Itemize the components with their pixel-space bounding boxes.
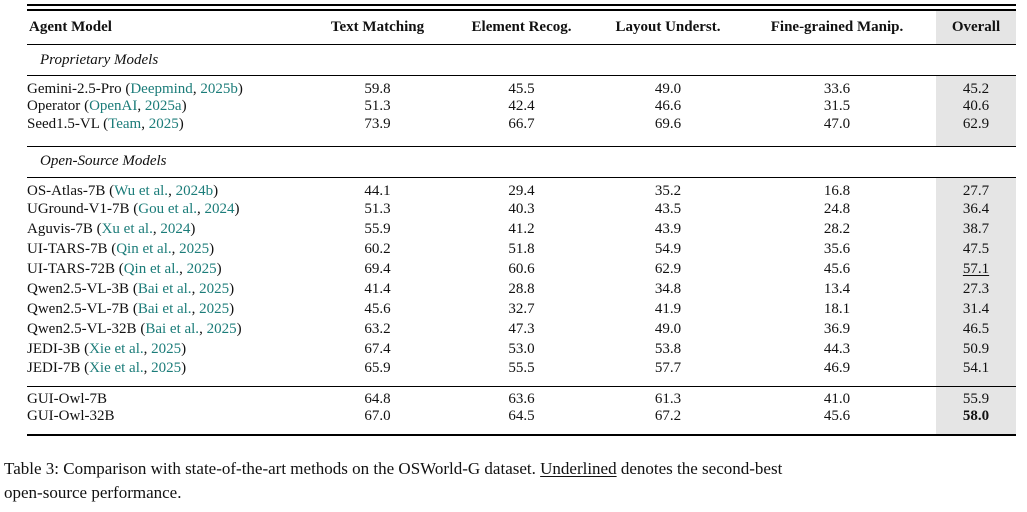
score-value: 41.2 xyxy=(508,221,535,237)
score-cell xyxy=(738,220,936,240)
score-value: 44.3 xyxy=(823,341,851,357)
score-value: 55.5 xyxy=(508,359,535,376)
score-value: 51.8 xyxy=(508,241,535,257)
score-value: 33.6 xyxy=(823,81,851,97)
score-cell xyxy=(598,320,738,340)
overall-score-cell xyxy=(936,200,1016,220)
overall-score-cell xyxy=(936,280,1016,300)
score-value: 38.7 xyxy=(962,221,990,237)
score-value: 36.4 xyxy=(962,201,990,217)
score-cell xyxy=(310,300,445,320)
score-value: 41.0 xyxy=(823,390,851,407)
section-label: Proprietary Models xyxy=(40,51,159,68)
model-name-cell: UI-TARS-72B (Qin et al., 2025) xyxy=(27,261,222,277)
score-value: 67.0 xyxy=(364,407,391,424)
score-value: 66.7 xyxy=(508,115,535,132)
score-value: 13.4 xyxy=(823,281,851,297)
score-value: 40.6 xyxy=(962,98,990,115)
overall-score-cell xyxy=(936,340,1016,360)
header-row xyxy=(27,10,1016,45)
score-cell xyxy=(738,360,936,387)
column-header-agent-model: Agent Model xyxy=(29,19,112,35)
score-value: 45.6 xyxy=(364,301,391,317)
score-value: 45.5 xyxy=(508,81,535,97)
table-row xyxy=(27,300,1016,320)
model-name-cell: Qwen2.5-VL-7B (Bai et al., 2025) xyxy=(27,301,235,317)
score-cell xyxy=(738,177,936,200)
score-value: 57.1 xyxy=(962,261,990,277)
table-row xyxy=(27,76,1016,99)
score-cell xyxy=(598,116,738,147)
score-value: 32.7 xyxy=(508,301,535,317)
score-value: 46.6 xyxy=(654,98,682,115)
model-name-cell: Qwen2.5-VL-32B (Bai et al., 2025) xyxy=(27,321,242,337)
column-header-overall: Overall xyxy=(936,10,1016,45)
score-cell xyxy=(598,220,738,240)
table-row xyxy=(27,340,1016,360)
score-cell xyxy=(310,76,445,99)
score-cell xyxy=(598,280,738,300)
citation-year-link[interactable]: 2024b xyxy=(175,182,214,199)
citation-year-link[interactable]: 2025 xyxy=(148,115,179,132)
score-cell xyxy=(598,386,738,408)
score-value: 73.9 xyxy=(364,115,391,132)
score-value: 40.3 xyxy=(508,201,535,217)
score-value: 57.7 xyxy=(654,359,682,376)
score-value: 31.5 xyxy=(823,98,851,115)
score-cell xyxy=(738,116,936,147)
overall-score-cell xyxy=(936,408,1016,435)
model-name-cell xyxy=(27,386,310,408)
citation-year-link[interactable]: 2025b xyxy=(200,81,238,97)
score-cell xyxy=(598,408,738,435)
overall-score-cell xyxy=(936,320,1016,340)
score-cell xyxy=(445,386,598,408)
score-value: 61.3 xyxy=(654,390,682,407)
score-cell xyxy=(445,98,598,116)
caption-text: Table 3: Comparison with state-of-the-art methods on the OSWorld-G dataset. xyxy=(4,459,541,478)
score-value: 41.4 xyxy=(364,281,391,297)
caption-text: denotes the second-best xyxy=(616,459,783,478)
score-cell xyxy=(445,240,598,260)
table-row xyxy=(27,240,1016,260)
table-row xyxy=(27,260,1016,280)
score-value: 53.0 xyxy=(508,341,535,357)
score-value: 58.0 xyxy=(962,407,990,424)
score-cell xyxy=(598,340,738,360)
citation-author-link[interactable]: Gou et al. xyxy=(138,201,197,217)
score-value: 45.6 xyxy=(823,407,851,424)
score-value: 29.4 xyxy=(508,182,535,199)
score-cell xyxy=(598,260,738,280)
model-name: UI-TARS-7B xyxy=(27,241,108,257)
score-value: 64.8 xyxy=(364,390,391,407)
score-value: 41.9 xyxy=(654,301,682,317)
model-name: JEDI-3B xyxy=(27,341,81,357)
score-value: 28.2 xyxy=(823,221,851,237)
overall-score-cell xyxy=(936,240,1016,260)
score-value: 60.2 xyxy=(364,241,391,257)
score-cell xyxy=(738,260,936,280)
score-value: 65.9 xyxy=(364,359,391,376)
score-value: 67.2 xyxy=(654,407,682,424)
score-cell xyxy=(598,76,738,99)
score-cell xyxy=(445,320,598,340)
table-row xyxy=(27,177,1016,200)
overall-score-cell xyxy=(936,386,1016,408)
column-header-fine-grained-manip: Fine-grained Manip. xyxy=(770,19,904,35)
citation-year-link[interactable]: 2025 xyxy=(151,359,182,376)
score-value: 46.9 xyxy=(823,359,851,376)
score-value: 31.4 xyxy=(962,301,990,317)
table-row xyxy=(27,280,1016,300)
score-cell xyxy=(738,98,936,116)
score-cell xyxy=(445,340,598,360)
table-top-rule xyxy=(27,4,1016,6)
citation-author-link[interactable]: OpenAI xyxy=(89,98,138,115)
score-cell xyxy=(445,76,598,99)
citation-year-link[interactable]: 2024 xyxy=(204,201,235,217)
score-cell xyxy=(310,200,445,220)
table-row xyxy=(27,220,1016,240)
score-value: 27.7 xyxy=(962,182,990,199)
citation-author-link[interactable]: Wu et al. xyxy=(114,182,169,199)
score-cell xyxy=(310,360,445,387)
score-value: 67.4 xyxy=(364,341,391,357)
overall-score-cell xyxy=(936,260,1016,280)
score-value: 34.8 xyxy=(654,281,682,297)
score-cell xyxy=(738,300,936,320)
score-cell xyxy=(310,240,445,260)
score-value: 69.4 xyxy=(364,261,391,277)
score-cell xyxy=(738,200,936,220)
score-cell xyxy=(598,240,738,260)
score-cell xyxy=(310,260,445,280)
score-cell xyxy=(445,360,598,387)
model-name-cell: Qwen2.5-VL-3B (Bai et al., 2025) xyxy=(27,281,235,297)
model-name-cell: Aguvis-7B (Xu et al., 2024) xyxy=(27,221,196,237)
citation-author-link[interactable]: Xu et al. xyxy=(101,221,153,237)
score-value: 63.6 xyxy=(508,390,535,407)
table-row xyxy=(27,98,1016,116)
score-value: 54.9 xyxy=(654,241,682,257)
citation-year-link[interactable]: 2025a xyxy=(144,98,182,115)
overall-score-cell xyxy=(936,220,1016,240)
model-name: Seed1.5-VL xyxy=(27,115,100,132)
citation-author-link[interactable]: Bai et al. xyxy=(137,301,192,317)
score-value: 62.9 xyxy=(654,261,682,277)
score-cell xyxy=(738,340,936,360)
overall-score-cell xyxy=(936,116,1016,147)
score-value: 35.2 xyxy=(654,182,682,199)
model-name-cell: UGround-V1-7B (Gou et al., 2024) xyxy=(27,201,240,217)
score-value: 35.6 xyxy=(823,241,851,257)
score-value: 62.9 xyxy=(962,115,990,132)
score-cell xyxy=(310,408,445,435)
score-cell xyxy=(738,320,936,340)
score-cell xyxy=(598,360,738,387)
section-header-row xyxy=(27,146,1016,177)
model-name-cell: Gemini-2.5-Pro (Deepmind, 2025b) xyxy=(27,81,243,97)
results-table-body xyxy=(27,45,1016,435)
score-value: 47.3 xyxy=(508,321,535,337)
score-cell xyxy=(445,200,598,220)
column-header-element-recog: Element Recog. xyxy=(471,19,572,35)
citation-year-link[interactable]: 2025 xyxy=(206,321,237,337)
column-header-layout-underst: Layout Underst. xyxy=(615,19,721,35)
score-cell xyxy=(738,240,936,260)
model-name: Qwen2.5-VL-32B xyxy=(27,321,137,337)
model-name-cell: Operator (OpenAI, 2025a) xyxy=(27,98,187,115)
score-cell xyxy=(310,116,445,147)
score-value: 45.2 xyxy=(962,81,990,97)
score-value: 27.3 xyxy=(962,281,990,297)
score-cell xyxy=(738,280,936,300)
score-value: 42.4 xyxy=(508,98,535,115)
score-cell xyxy=(310,220,445,240)
results-table xyxy=(27,9,1016,436)
overall-score-cell xyxy=(936,177,1016,200)
score-value: 18.1 xyxy=(823,301,851,317)
section-row-spacer xyxy=(936,45,1016,76)
score-cell xyxy=(445,177,598,200)
citation-year-link[interactable]: 2025 xyxy=(179,241,210,257)
score-value: 46.5 xyxy=(962,321,990,337)
overall-score-cell xyxy=(936,300,1016,320)
model-name-cell: OS-Atlas-7B (Wu et al., 2024b) xyxy=(27,182,219,199)
score-cell xyxy=(310,386,445,408)
score-value: 60.6 xyxy=(508,261,535,277)
citation-year-link[interactable]: 2025 xyxy=(186,261,217,277)
caption-text: open-source performance. xyxy=(4,483,182,502)
citation-year-link[interactable]: 2025 xyxy=(199,301,230,317)
score-value: 43.9 xyxy=(654,221,682,237)
table-row xyxy=(27,386,1016,408)
score-value: 49.0 xyxy=(654,81,682,97)
score-value: 64.5 xyxy=(508,407,535,424)
score-cell xyxy=(310,98,445,116)
model-name: OS-Atlas-7B xyxy=(27,182,106,199)
score-cell xyxy=(445,220,598,240)
score-value: 43.5 xyxy=(654,201,682,217)
score-value: 50.9 xyxy=(962,341,990,357)
model-name: GUI-Owl-7B xyxy=(27,390,107,407)
score-value: 53.8 xyxy=(654,341,682,357)
score-cell xyxy=(310,177,445,200)
score-value: 49.0 xyxy=(654,321,682,337)
overall-score-cell xyxy=(936,98,1016,116)
score-cell xyxy=(445,280,598,300)
citation-year-link[interactable]: 2025 xyxy=(199,281,230,297)
score-cell xyxy=(598,177,738,200)
score-cell xyxy=(738,76,936,99)
table-row xyxy=(27,360,1016,387)
citation-author-link[interactable]: Team xyxy=(108,115,142,132)
score-cell xyxy=(445,260,598,280)
model-name-cell: Seed1.5-VL (Team, 2025) xyxy=(27,115,184,132)
results-table-header xyxy=(27,10,1016,45)
citation-author-link[interactable]: Deepmind xyxy=(130,81,193,97)
model-name-cell xyxy=(27,408,310,435)
model-name: Qwen2.5-VL-7B xyxy=(27,301,130,317)
model-name: UI-TARS-72B xyxy=(27,261,115,277)
score-value: 44.1 xyxy=(364,182,391,199)
section-header-row xyxy=(27,45,1016,76)
score-value: 16.8 xyxy=(823,182,851,199)
score-cell xyxy=(738,408,936,435)
model-name: GUI-Owl-32B xyxy=(27,407,115,424)
score-cell xyxy=(310,340,445,360)
citation-author-link[interactable]: Bai et al. xyxy=(137,281,192,297)
model-name: Aguvis-7B xyxy=(27,221,93,237)
score-value: 47.0 xyxy=(823,115,851,132)
score-value: 59.8 xyxy=(364,81,391,97)
score-cell xyxy=(445,408,598,435)
score-value: 47.5 xyxy=(962,241,990,257)
citation-year-link[interactable]: 2024 xyxy=(160,221,191,237)
score-value: 55.9 xyxy=(364,221,391,237)
score-value: 51.3 xyxy=(364,201,391,217)
citation-author-link[interactable]: Bai et al. xyxy=(145,321,200,337)
score-value: 45.6 xyxy=(823,261,851,277)
score-value: 51.3 xyxy=(364,98,391,115)
score-value: 69.6 xyxy=(654,115,682,132)
model-name: Operator xyxy=(27,98,81,115)
model-name-cell: JEDI-3B (Xie et al., 2025) xyxy=(27,341,187,357)
table-row xyxy=(27,200,1016,220)
score-cell xyxy=(598,200,738,220)
score-cell xyxy=(598,300,738,320)
overall-score-cell xyxy=(936,76,1016,99)
citation-author-link[interactable]: Qin et al. xyxy=(116,241,172,257)
table-caption xyxy=(4,457,1025,505)
score-value: 36.9 xyxy=(823,321,851,337)
table-row xyxy=(27,116,1016,147)
citation-author-link[interactable]: Qin et al. xyxy=(123,261,180,277)
table-row xyxy=(27,408,1016,435)
score-value: 54.1 xyxy=(962,359,990,376)
score-value: 55.9 xyxy=(962,390,990,407)
model-name: Qwen2.5-VL-3B xyxy=(27,281,130,297)
column-header-text-matching: Text Matching xyxy=(330,19,425,35)
overall-score-cell xyxy=(936,360,1016,387)
citation-author-link[interactable]: Xie et al. xyxy=(89,359,144,376)
model-name: UGround-V1-7B xyxy=(27,201,130,217)
score-cell xyxy=(445,300,598,320)
section-row-spacer xyxy=(936,146,1016,177)
score-cell xyxy=(310,320,445,340)
table-row xyxy=(27,320,1016,340)
score-cell xyxy=(738,386,936,408)
caption-underlined-term: Underlined xyxy=(540,459,617,478)
section-label: Open-Source Models xyxy=(40,153,167,169)
model-name-cell: JEDI-7B (Xie et al., 2025) xyxy=(27,359,187,376)
model-name: Gemini-2.5-Pro xyxy=(27,81,122,97)
score-cell xyxy=(598,98,738,116)
score-value: 28.8 xyxy=(508,281,535,297)
model-name: JEDI-7B xyxy=(27,359,81,376)
model-name-cell: UI-TARS-7B (Qin et al., 2025) xyxy=(27,241,215,257)
score-cell xyxy=(445,116,598,147)
score-cell xyxy=(310,280,445,300)
citation-author-link[interactable]: Xie et al. xyxy=(89,341,144,357)
score-value: 24.8 xyxy=(823,201,851,217)
score-value: 63.2 xyxy=(364,321,391,337)
citation-year-link[interactable]: 2025 xyxy=(151,341,182,357)
